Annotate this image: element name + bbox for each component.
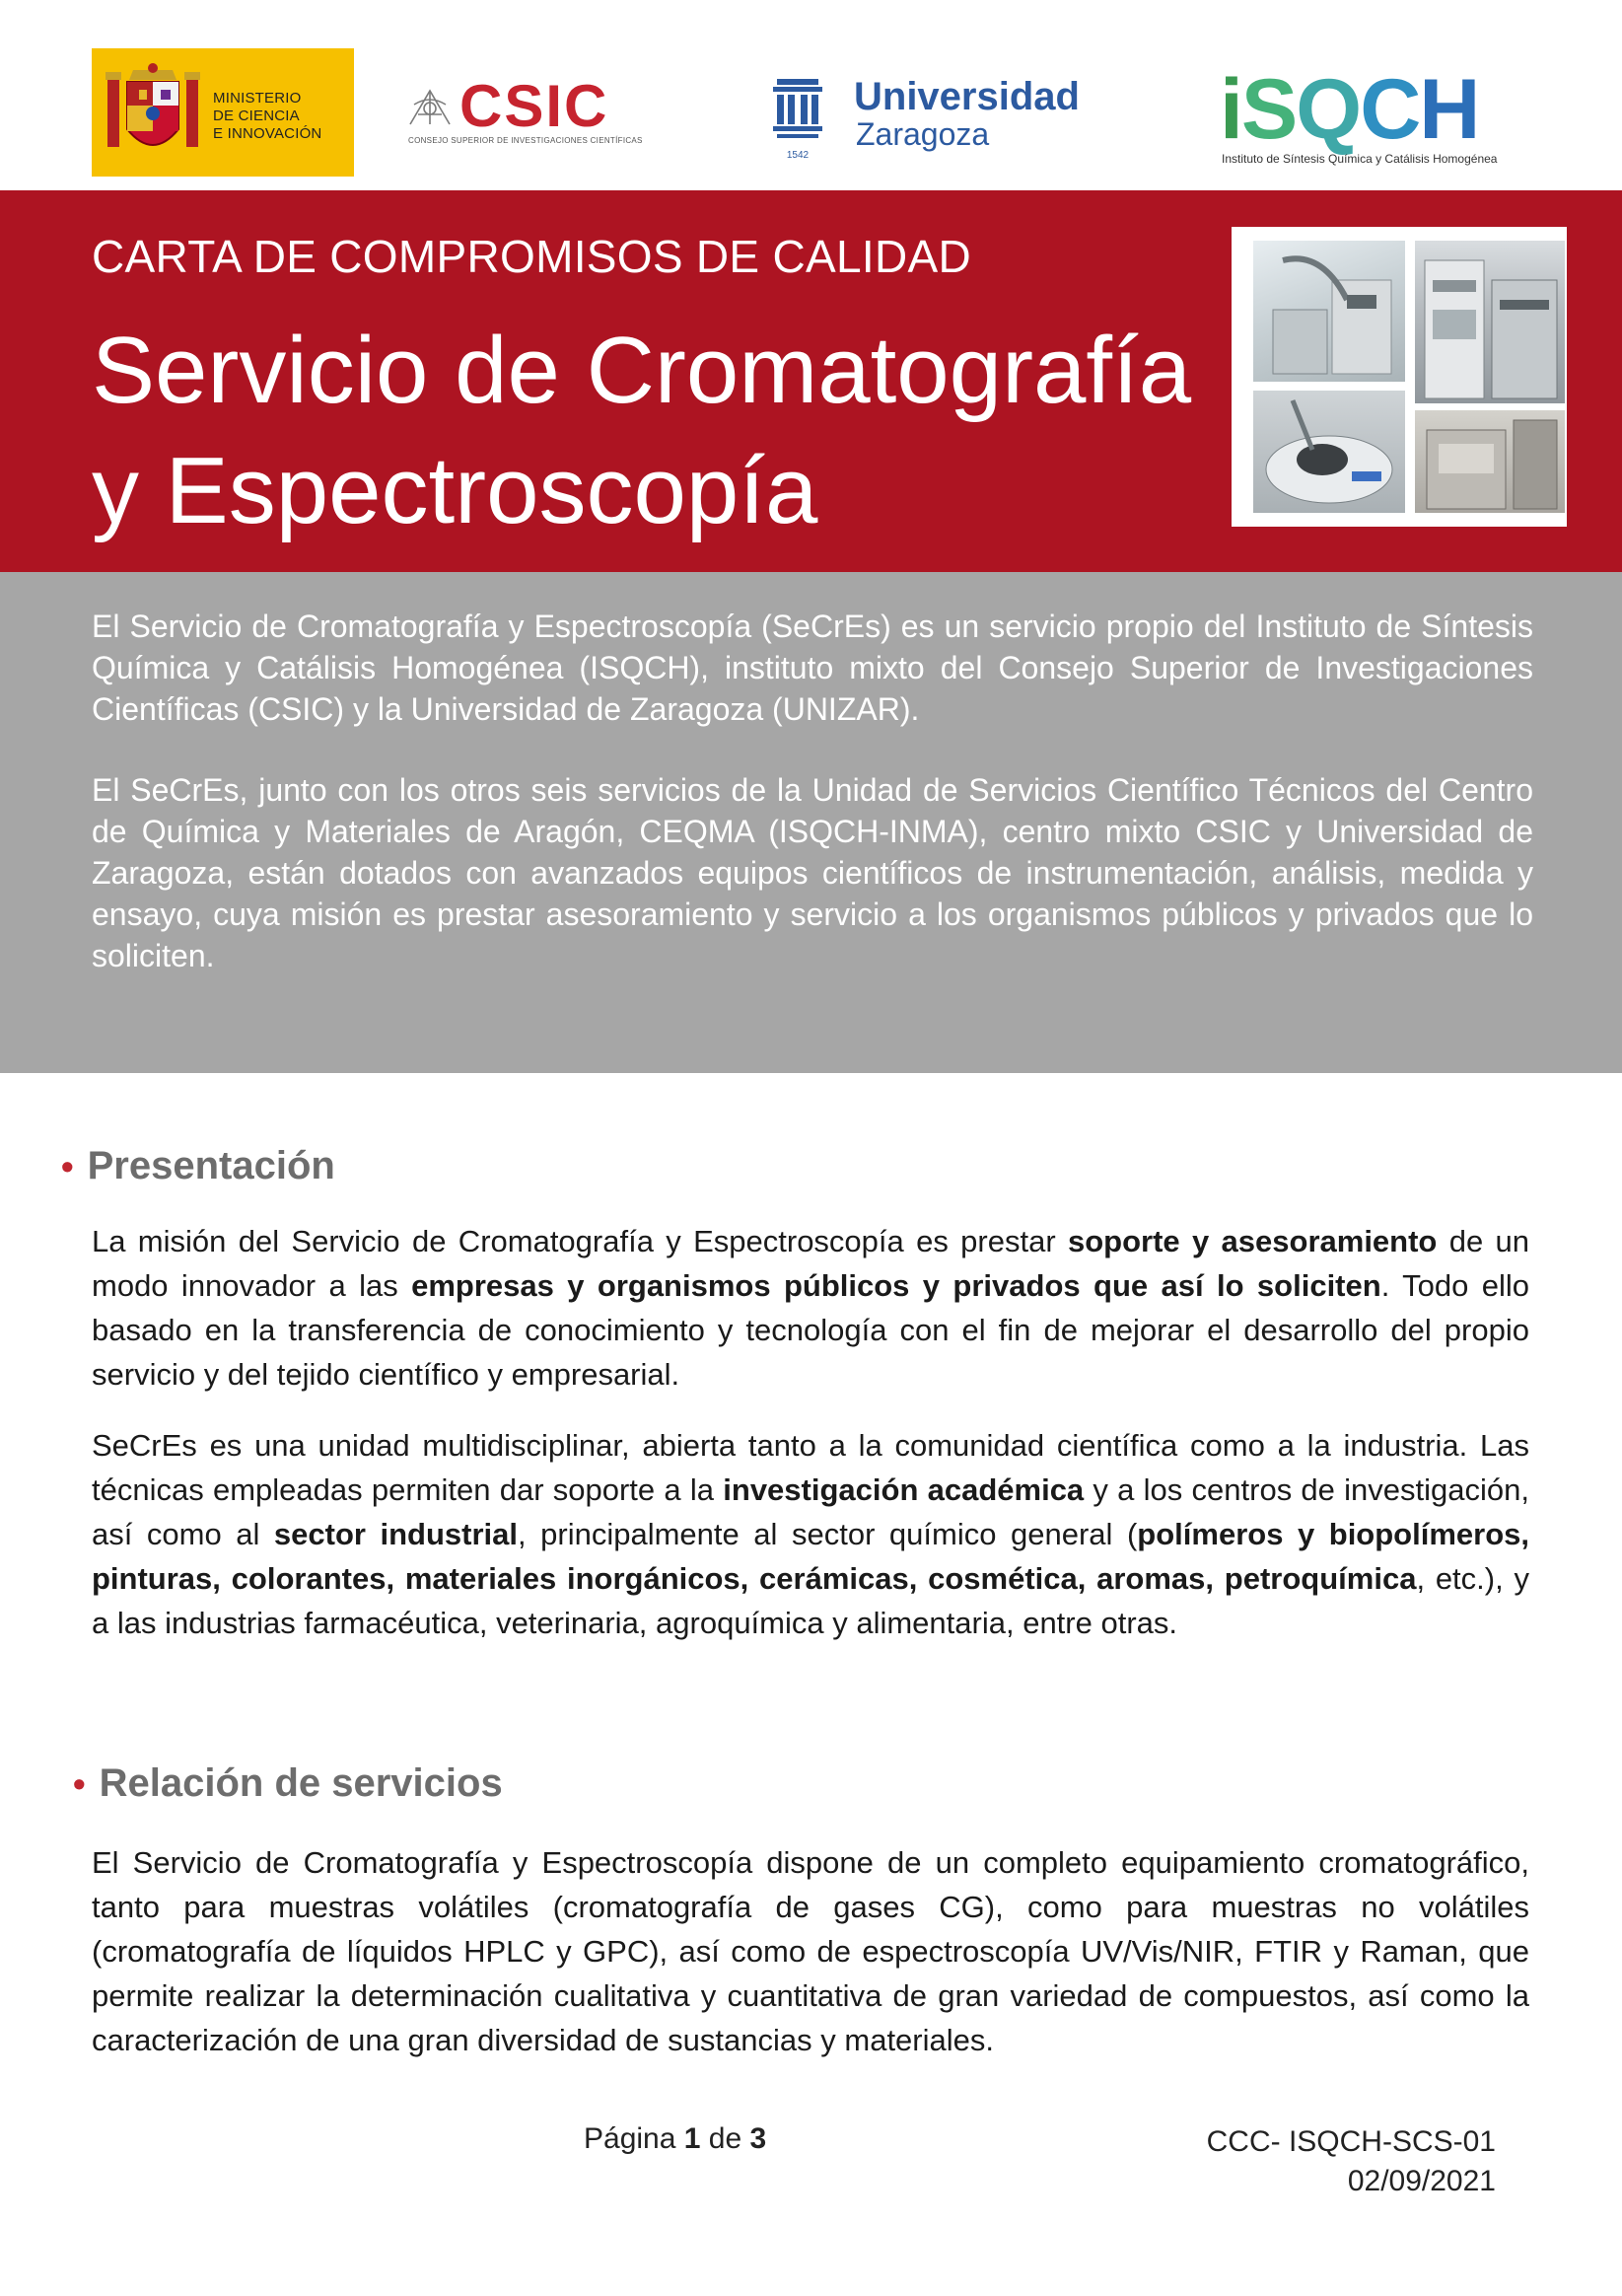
csic-wordmark: CSIC — [459, 73, 609, 139]
csic-emblem-icon — [406, 85, 454, 130]
section-heading-servicios — [73, 1761, 503, 1806]
page-of-word: de — [708, 2122, 742, 2155]
title-line-2: y Espectroscopía — [92, 438, 818, 543]
isqch-subtitle: Instituto de Síntesis Química y Catálisis Homogénea — [1222, 152, 1498, 166]
isqch-logo — [1220, 62, 1506, 174]
equipment-photo-2 — [1415, 241, 1565, 403]
bold-text-run: empresas y organismos públicos y privados que así lo soliciten — [411, 1268, 1381, 1303]
uz-year-text: 1542 — [786, 150, 810, 161]
section-heading-text: Relación de servicios — [99, 1761, 503, 1805]
isqch-letter-i: i — [1220, 62, 1241, 157]
bold-text-run: polímeros y biopolímeros, pinturas, colorantes, materiales inorgánicos, cerámicas, cosmética, aromas, petroquímica — [92, 1517, 1529, 1596]
text-run: , principalmente al sector químico general ( — [518, 1517, 1138, 1551]
text-run: . Todo ello basado en la transferencia de conocimiento y tecnología con el fin de mejorar el desarrollo del propio servicio y del tejido científico y empresarial. — [92, 1268, 1529, 1392]
page-total: 3 — [749, 2122, 767, 2155]
presentacion-paragraph-1 — [92, 1219, 1529, 1397]
bullet-icon: • — [61, 1145, 74, 1186]
bold-text-run: investigación académica — [723, 1472, 1085, 1507]
text-run: y a los centros de investigación, así como al — [92, 1472, 1529, 1551]
text-run: , etc.), y a las industrias farmacéutica, veterinaria, agroquímica y alimentaria, entre otras. — [92, 1561, 1529, 1640]
equipment-photo-1 — [1253, 241, 1405, 382]
servicios-paragraph-1: El Servicio de Cromatografía y Espectroscopía dispone de un completo equipamiento cromatográfico, tanto para muestras volátiles (cromatografía de gases CG), como para muestras no volátiles (cromatografía de líquidos HPLC y GPC), así como de espectroscopía UV/Vis/NIR, FTIR y Raman, que permite realizar la determinación cualitativa y cuantitativa de gran variedad de compuestos, así como la caracterización de una gran diversidad de sustancias y materiales. — [92, 1845, 1529, 2057]
isqch-letter-c: C — [1360, 62, 1420, 157]
ministerio-line-1: MINISTERIO — [213, 90, 302, 107]
equipment-photo-collage — [1232, 227, 1567, 527]
bold-text-run: soporte y asesoramiento — [1067, 1224, 1438, 1258]
equipment-photo-3 — [1253, 391, 1405, 513]
document-reference — [1207, 2122, 1496, 2201]
ministerio-ciencia-logo — [92, 48, 354, 177]
logo-header — [0, 0, 1622, 190]
text-run: SeCrEs es una unidad multidisciplinar, abierta tanto a la comunidad científica como a la industria. Las técnicas empleadas permiten dar soporte a la — [92, 1428, 1529, 1507]
csic-logo — [406, 73, 643, 150]
document-date: 02/09/2021 — [1347, 2165, 1496, 2197]
page-number — [584, 2122, 766, 2156]
page-current: 1 — [683, 2122, 701, 2155]
isqch-letter-s: S — [1240, 62, 1297, 157]
university-building-icon — [769, 75, 826, 162]
document-kicker: CARTA DE COMPROMISOS DE CALIDAD — [92, 231, 971, 282]
title-line-1: Servicio de Cromatografía — [92, 318, 1192, 423]
ministerio-text — [213, 90, 321, 143]
intro-block — [0, 572, 1622, 1073]
ministerio-line-2: DE CIENCIA — [213, 108, 300, 124]
text-run: de un modo innovador a las — [92, 1224, 1529, 1303]
document-code: CCC- ISQCH-SCS-01 — [1206, 2125, 1496, 2158]
ministerio-line-3: E INNOVACIÓN — [213, 125, 322, 142]
text-run: La misión del Servicio de Cromatografía y Espectroscopía es prestar — [92, 1224, 1068, 1258]
bullet-icon: • — [73, 1762, 86, 1804]
intro-paragraph-1: El Servicio de Cromatografía y Espectroscopía (SeCrEs) es un servicio propio del Instituto de Síntesis Química y Catálisis Homogénea (ISQCH), instituto mixto del Consejo Superior de Investigaciones Científicas (CSIC) y la Universidad de Zaragoza (UNIZAR). — [92, 609, 1533, 727]
equipment-photo-4 — [1415, 410, 1565, 513]
csic-subtitle: CONSEJO SUPERIOR DE INVESTIGACIONES CIENTÍFICAS — [408, 136, 643, 145]
uz-word-universidad: Universidad — [854, 75, 1080, 118]
presentacion-paragraph-2 — [92, 1423, 1529, 1645]
intro-paragraph-2: El SeCrEs, junto con los otros seis servicios de la Unidad de Servicios Científico Técnicos del Centro de Química y Materiales de Aragón, CEQMA (ISQCH-INMA), centro mixto CSIC y Universidad de Zaragoza, están dotados con avanzados equipos científicos de instrumentación, análisis, medida y ensayo, cuya misión es prestar asesoramiento y servicio a los organismos públicos y privados que lo soliciten. — [92, 772, 1533, 973]
title-banner — [0, 190, 1622, 572]
universidad-zaragoza-logo — [769, 75, 1080, 164]
section-heading-presentacion — [61, 1144, 335, 1188]
bold-text-run: sector industrial — [273, 1517, 519, 1551]
page-word: Página — [584, 2122, 676, 2155]
isqch-letter-q: Q — [1296, 62, 1361, 157]
document-title — [92, 311, 1196, 551]
section-heading-text: Presentación — [87, 1144, 335, 1187]
spain-coat-of-arms-icon — [104, 60, 202, 165]
isqch-letter-h: H — [1419, 62, 1479, 157]
isqch-wordmark — [1220, 62, 1479, 157]
uz-word-zaragoza: Zaragoza — [856, 116, 990, 152]
